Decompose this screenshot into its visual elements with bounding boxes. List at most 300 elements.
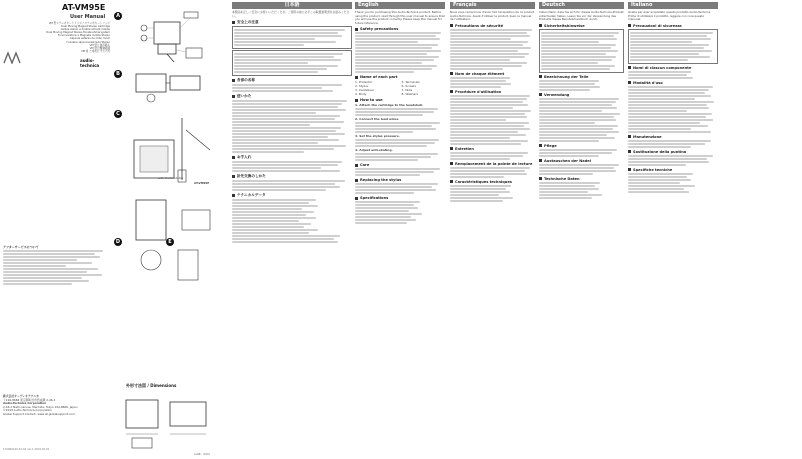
text-line [628,95,711,97]
caution-box [232,50,352,76]
text-line [628,176,687,178]
english-intro: Thank you for purchasing this Audio-Technica product. Before using the product, read through this user manual to ensure that you will use the product correctly. Please keep this manual for future reference. [355,10,445,25]
text-line [541,41,599,43]
text-line [628,119,713,121]
text-line [539,197,592,199]
text-line [3,256,100,258]
text-line [355,44,438,46]
text-line [355,216,411,218]
text-line [232,238,334,240]
text-line [450,38,511,40]
subtitle-line: VM 型立體聲唱頭 [89,46,110,50]
text-line [539,107,617,109]
text-line [3,283,72,285]
part-item: 1. Protector [355,80,373,85]
text-line [232,226,304,228]
text-line [450,119,506,121]
text-line [628,140,711,142]
text-line [450,29,532,31]
text-line [232,183,335,185]
text-line [355,153,438,155]
text-line [3,268,98,270]
text-line [450,41,528,43]
text-line [628,98,695,100]
section-heading: 使いかた [232,94,352,99]
text-line [355,189,436,191]
section-heading: Procédure d'utilisation [450,90,535,94]
text-line [450,197,513,199]
text-line [539,125,618,127]
section-heading: Modalità d'uso [628,81,718,85]
dimensions-figure [118,390,218,452]
subtitle-line: VM 型立体声唱头 [89,43,110,47]
text-line [450,110,531,112]
audio-technica-logo-icon [3,50,21,64]
text-line [450,116,527,118]
text-line [232,139,339,141]
text-line [450,176,504,178]
text-line [450,80,506,82]
text-line [541,44,616,46]
text-line [355,222,407,224]
text-line [450,53,529,55]
text-line [541,68,610,70]
text-line [450,155,523,157]
subtitle-line: Головка звукоснимателя Stereo [66,40,110,44]
section-heading: Safety precautions [355,27,445,31]
text-line [539,194,602,196]
text-line [450,59,510,61]
german-column [539,0,624,459]
japanese-header: 日本語 [232,2,352,9]
text-line [232,235,340,237]
german-header: Deutsch [539,2,624,9]
text-line [3,250,103,252]
text-line [355,186,432,188]
italian-column [628,0,718,459]
text-line [628,74,687,76]
text-line [539,110,602,112]
text-line [232,127,341,129]
text-line [450,113,525,115]
text-line [450,104,528,106]
manual-title: User Manual [70,14,106,20]
text-line [539,173,593,175]
text-line [234,41,336,43]
section-heading: Entretien [450,147,535,151]
text-line [541,62,598,64]
text-line [539,116,614,118]
text-line [355,174,420,176]
text-line [541,65,615,67]
section-heading: Sicherheitshinweise [539,24,624,28]
text-line [539,98,619,100]
text-line [628,182,680,184]
text-line [232,87,322,89]
document-code: 172902140-01-01 ver.1 2019.01.01 [3,448,50,451]
text-line [539,185,595,187]
text-line [355,219,416,221]
warning-box [539,29,624,73]
subtitle-line: Dual Moving Magnet Stereo-Tonabnehmersystem [46,31,110,35]
text-line [232,223,311,225]
section-heading: Pflege [539,144,624,148]
section-heading: Replacing the stylus [355,178,445,182]
text-line [630,44,709,46]
text-line [234,32,338,34]
text-line [628,173,693,175]
text-line [232,148,334,150]
text-line [234,29,345,31]
text-line [355,122,440,124]
text-line [232,118,335,120]
text-line [355,50,441,52]
text-line [628,122,700,124]
text-line [628,77,693,79]
text-line [539,152,612,154]
text-line [539,182,600,184]
section-heading: Care [355,163,445,167]
text-line [539,167,614,169]
text-line [234,68,327,70]
text-line [539,89,590,91]
subtitle-line: Fonorivelatore a Magnete mobile Stereo [57,34,110,38]
text-line [232,124,310,126]
section-heading: Precauzioni di sicurezza [628,24,718,28]
text-line [355,125,432,127]
text-line [630,32,713,34]
text-line [232,186,340,188]
text-line [450,188,506,190]
part-item: 4. Body [355,92,367,97]
text-line [234,62,308,64]
text-line [450,128,530,130]
text-line [450,32,527,34]
japanese-intro: 本製品を正しく安全にお使いいただくため、ご使用の前に必ずこの取扱説明書をお読みください。 [232,10,350,18]
text-line [628,92,705,94]
text-line [232,142,318,144]
text-line [539,101,616,103]
text-line [628,104,707,106]
step-item: 1. Attach the cartridge to the headshell. [355,103,424,108]
text-line [541,35,614,37]
text-line [628,143,705,145]
text-line [232,115,340,117]
text-line [234,56,334,58]
text-line [628,146,691,148]
text-line [3,259,77,261]
subtitle-list [40,22,110,53]
text-line [355,47,432,49]
headshell-figure [126,66,211,106]
text-line [355,171,434,173]
text-line [355,108,438,110]
text-line [450,95,530,97]
text-line [539,134,607,136]
text-line [628,107,709,109]
text-line [3,277,82,279]
text-line [539,80,599,82]
text-line [628,158,707,160]
text-line [628,113,712,115]
text-line [355,71,414,73]
figure-label-d: D [115,239,121,245]
section-heading: Austauschen der Nadel [539,159,624,163]
italian-intro: Grazie per aver acquistato questo prodotto Audio-Technica. Prima di utilizzare il prodotto, leggere con cura questo manuale. [628,10,712,22]
company-line: Global Support Contact: www.at-globalsupport.com [3,411,75,416]
stylus-model-label: AT-VM95E [194,181,210,185]
text-line [3,262,92,264]
company-block [3,395,108,417]
text-line [232,161,342,163]
french-intro: Nous vous remercions d'avoir fait l'acquisition de ce produit Audio-Technica. Avant d'utiliser le produit, lisez ce manuel de l'utilisateur. [450,10,534,22]
subtitle-line: VM 型ステレオカートリッジ / ステレオカートリッジ [48,22,110,25]
section-heading: Remplacement de la pointe de lecture [450,162,535,166]
french-column [450,0,535,459]
subtitle-line: VM 형 스테레오 카트리지 [80,49,110,53]
brand-name: audio-technica [80,58,100,68]
text-line [450,83,511,85]
section-heading: Manutenzione [628,135,718,139]
company-line: ©2019 Audio-Technica Corporation [3,408,53,413]
english-column [355,0,445,459]
section-heading: テクニカルデータ [232,193,352,198]
text-line [355,114,423,116]
section-heading: Précautions de sécurité [450,24,535,28]
figure-label-c: C [114,110,122,118]
text-line [355,62,422,64]
text-line [232,202,309,204]
text-line [539,164,619,166]
text-line [628,71,691,73]
section-heading: Technische Daten [539,177,624,181]
text-line [628,101,714,103]
text-line [234,44,304,46]
text-line [232,145,346,147]
company-line: Audio-Technica Corporation [3,401,47,406]
text-line [541,47,611,49]
text-line [234,71,318,73]
section-heading: Verwendung [539,93,624,97]
section-heading: Specifications [355,196,445,200]
text-line [355,210,409,212]
text-line [232,121,344,123]
text-line [628,191,689,193]
text-line [355,145,427,147]
text-line [450,98,527,100]
text-line [541,59,612,61]
section-heading: Nomi di ciascun componente [628,66,718,70]
text-line [355,56,439,58]
text-line [355,159,418,161]
text-line [234,53,343,55]
text-line [355,204,414,206]
text-line [232,180,345,182]
text-line [450,107,513,109]
company-line: 2-46-1 Nishi-naruse, Machida, Tokyo 194-8666, Japan [3,404,78,409]
text-line [539,191,588,193]
text-line [232,199,316,201]
text-line [450,152,528,154]
section-heading: 安全上の注意 [232,20,352,25]
text-line [628,155,713,157]
text-line [541,50,618,52]
text-line [450,47,531,49]
figures-panel [112,0,222,459]
text-line [541,56,616,58]
text-line [630,50,712,52]
text-line [539,104,612,106]
text-line [539,113,620,115]
text-line [450,62,527,64]
text-line [450,125,524,127]
text-line [3,271,87,273]
text-line [232,241,338,243]
text-line [232,170,340,172]
text-line [232,103,342,105]
unit-label: (unit : mm) [194,452,210,456]
left-panel [0,0,112,459]
text-line [232,109,346,111]
text-line [450,68,503,70]
text-line [630,56,710,58]
subtitle-line: Dual Moving Magnet Stereo Cartridge [61,25,110,29]
text-line [232,133,345,135]
text-line [450,44,523,46]
text-line [232,205,318,207]
text-line [539,188,599,190]
text-line [630,38,711,40]
part-item: 6. Screws [401,84,416,89]
text-line [3,280,89,282]
text-line [355,65,437,67]
text-line [232,130,336,132]
text-line [3,253,95,255]
warning-box [628,29,718,64]
text-line [234,35,342,37]
text-line [232,90,333,92]
text-line [450,56,525,58]
text-line [232,84,342,86]
text-line [232,217,316,219]
text-line [541,53,606,55]
text-line [539,131,619,133]
text-line [628,179,691,181]
text-line [355,131,413,133]
text-line [450,143,521,145]
text-line [628,188,684,190]
text-line [234,59,341,61]
text-line [450,185,511,187]
section-heading: How to use [355,98,445,102]
support-block [3,245,108,286]
text-line [628,128,691,130]
figure-label-a: A [114,12,122,20]
text-line [355,142,435,144]
text-line [450,65,522,67]
part-item: 3. Cantilever [355,88,375,93]
text-line [628,131,711,133]
text-line [355,201,420,203]
text-line [355,156,431,158]
french-header: Français [450,2,535,9]
text-line [628,89,709,91]
text-line [232,211,314,213]
text-line [628,125,708,127]
text-line [232,189,326,191]
text-line [628,110,687,112]
section-heading: 各部の名称 [232,78,352,83]
text-line [539,155,599,157]
text-line [628,164,686,166]
text-line [450,50,518,52]
text-line [355,35,436,37]
text-line [355,59,434,61]
section-heading: Caractéristiques techniques [450,180,535,184]
subtitle-line: Cellule stéréo à double aimant mobile [60,28,110,32]
text-line [3,274,102,276]
text-line [450,35,530,37]
text-line [450,122,529,124]
text-line [3,265,66,267]
text-line [232,112,316,114]
text-line [630,41,692,43]
company-line: 株式会社オーディオテクニカ [3,394,39,398]
step-item: 4. Adjust anti-skating. [355,148,393,153]
text-line [355,128,436,130]
part-item: 7. Nuts [401,88,413,93]
text-line [355,139,439,141]
parts-list [355,80,445,96]
text-line [232,220,299,222]
part-item: 8. Washers [401,92,419,97]
text-line [539,149,617,151]
text-line [628,185,695,187]
text-line [450,173,527,175]
company-line: 〒194-8666 東京都町田市西成瀬 2-46-1 [3,397,56,402]
subtitle-line: Cápsula estéreo de imán móvil [69,37,110,41]
text-line [539,140,599,142]
with-turntable-label: with the turntable [158,176,184,180]
text-line [355,183,438,185]
text-line [630,47,704,49]
text-line [232,106,338,108]
text-line [539,128,613,130]
text-line [355,38,440,40]
text-line [232,232,309,234]
warning-box [232,26,352,49]
text-line [630,53,699,55]
text-line [450,86,501,88]
text-line [355,168,440,170]
text-line [232,229,318,231]
german-intro: Vielen Dank, dass Sie sich für dieses Audio-Technica-Produkt entschieden haben. Lesen Sie vor der Verwendung des Produkts dieses Benutzerhandbuch durch. [539,10,624,22]
text-line [628,86,713,88]
text-line [450,137,510,139]
section-heading: Nom de chaque élément [450,72,535,76]
text-line [541,38,617,40]
text-line [355,68,432,70]
section-heading: Specifiche tecniche [628,168,718,172]
text-line [450,134,526,136]
text-line [234,38,315,40]
section-heading: Bezeichnung der Teile [539,75,624,79]
text-line [232,100,347,102]
text-line [355,41,418,43]
italian-header: Italiano [628,2,718,9]
text-line [232,167,321,169]
text-line [450,200,503,202]
